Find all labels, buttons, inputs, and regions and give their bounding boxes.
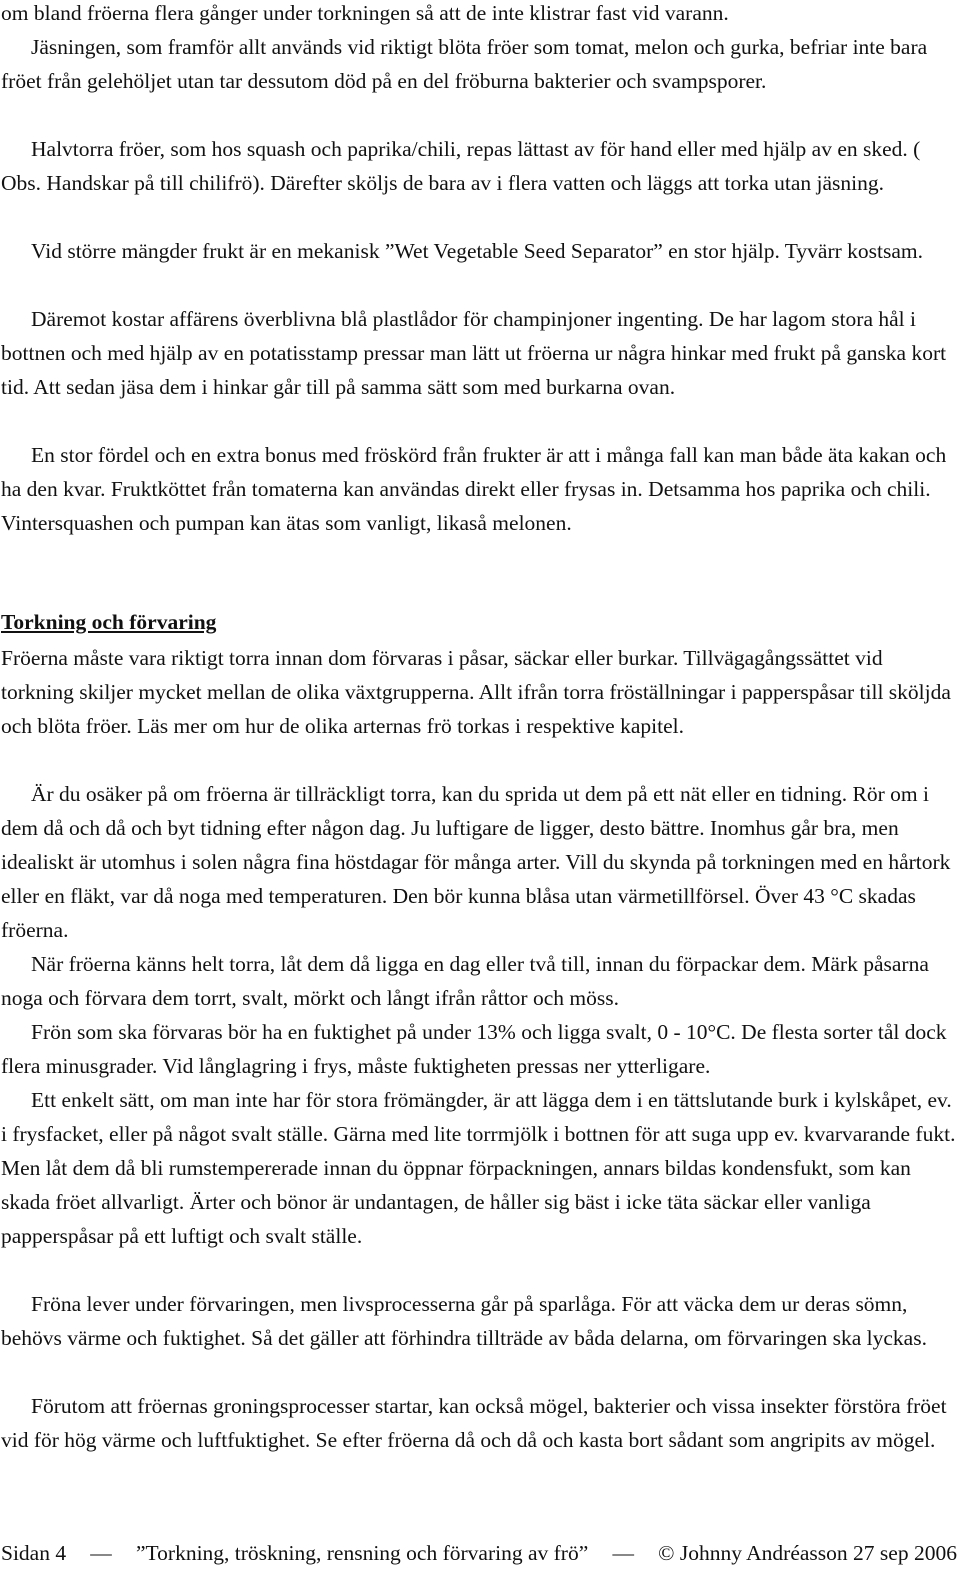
section-heading: Torkning och förvaring — [1, 610, 217, 634]
paragraph-seed-separator: Vid större mängder frukt är en mekanisk ”Wet Vegetable Seed Separator” en stor hjälp. Tyvärr kostsam. — [31, 239, 924, 263]
copyright-notice: © Johnny Andréasson 27 sep 2006 — [658, 1541, 957, 1565]
footer-dash: — — [612, 1541, 634, 1565]
paragraph-fermentation: Jäsningen, som framför allt används vid riktigt blöta fröer som tomat, melon och gurka, befriar inte bara fröet från gelehöljet utan tar dessutom död på en del fröburna bakterier och svampsporer. — [1, 35, 928, 93]
paragraph-drying-stir: om bland fröerna flera gånger under torkningen så att de inte klistrar fast vid varann. — [1, 1, 729, 25]
paragraph-moisture: Frön som ska förvaras bör ha en fuktighet på under 13% och ligga svalt, 0 - 10°C. De flesta sorter tål dock flera minusgrader. Vid långlagring i frys, måste fuktigheten pressas ner ytterligare. — [1, 1020, 947, 1078]
paragraph-check-dryness: Är du osäker på om fröerna är tillräckligt torra, kan du sprida ut dem på ett nät eller en tidning. Rör om i dem då och då och byt tidning efter någon dag. Ju luftigare de ligger, desto bättre. Inomhus går bra, men idealiskt är utomhus i solen några fina höstdagar för många arter. Vill du skynda på torkningen med en hårtork eller en fläkt, var då noga med temperaturen. Den bör kunna blåsa utan värmetillförsel. Över 43 °C skadas fröerna. — [1, 782, 951, 942]
page-footer — [1, 1537, 957, 1569]
paragraph-dry-before-storage: Fröerna måste vara riktigt torra innan dom förvaras i påsar, säckar eller burkar. Tillvägagångssättet vid torkning skiljer mycket mellan de olika växtgrupperna. Allt ifrån torra fröställningar i papperspåsar till sköljda och blöta fröer. Läs mer om hur de olika arternas frö torkas i respektive kapitel. — [1, 646, 951, 738]
paragraph-seed-life: Fröna lever under förvaringen, men livsprocesserna går på sparlåga. För att väcka dem ur deras sömn, behövs värme och fuktighet. Så det gäller att förhindra tillträde av båda delarna, om förvaringen ska lyckas. — [1, 1292, 927, 1350]
paragraph-bonus: En stor fördel och en extra bonus med fröskörd från frukter är att i många fall kan man både äta kakan och ha den kvar. Fruktköttet från tomaterna kan användas direkt eller frysas in. Detsamma hos paprika och chili. Vintersquashen och pumpan kan ätas som vanligt, likaså melonen. — [1, 443, 947, 535]
footer-dash: — — [90, 1541, 112, 1565]
paragraph-simple-method: Ett enkelt sätt, om man inte har för stora frömängder, är att lägga dem i en tättslutande burk i kylskåpet, ev. i frysfacket, eller på något svalt ställe. Gärna med lite torrmjölk i bottnen för att suga upp ev. kvarvarande fukt. Men låt dem då bli rumstempererade innan du öppnar förpackningen, annars bildas kondensfukt, som kan skada fröet allvarligt. Ärter och bönor är undantagen, de håller sig bäst i icke täta säckar eller vanliga papperspåsar på ett luftigt och svalt ställe. — [1, 1088, 956, 1248]
paragraph-plastic-boxes: Däremot kostar affärens överblivna blå plastlådor för champinjoner ingenting. De har lagom stora hål i bottnen och med hjälp av en potatisstamp pressar man lätt ut fröerna ur några hinkar med frukt på ganska kort tid. Att sedan jäsa dem i hinkar går till på samma sätt som med burkarna ovan. — [1, 307, 947, 399]
document-title: ”Torkning, tröskning, rensning och förvaring av frö” — [135, 1541, 589, 1565]
page-number: Sidan 4 — [1, 1541, 67, 1565]
paragraph-packing: När fröerna känns helt torra, låt dem då ligga en dag eller två till, innan du förpackar dem. Märk påsarna noga och förvara dem torrt, svalt, mörkt och långt ifrån råttor och möss. — [1, 952, 929, 1010]
paragraph-mold: Förutom att fröernas groningsprocesser startar, kan också mögel, bakterier och vissa insekter förstöra fröet vid för hög värme och luftfuktighet. Se efter fröerna då och då och kasta bort sådant som angripits av mögel. — [1, 1394, 947, 1452]
paragraph-halfdry-seeds: Halvtorra fröer, som hos squash och paprika/chili, repas lättast av för hand eller med hjälp av en sked. ( Obs. Handskar på till chilifrö). Därefter sköljs de bara av i flera vatten och läggs att torka utan jäsning. — [1, 137, 921, 195]
